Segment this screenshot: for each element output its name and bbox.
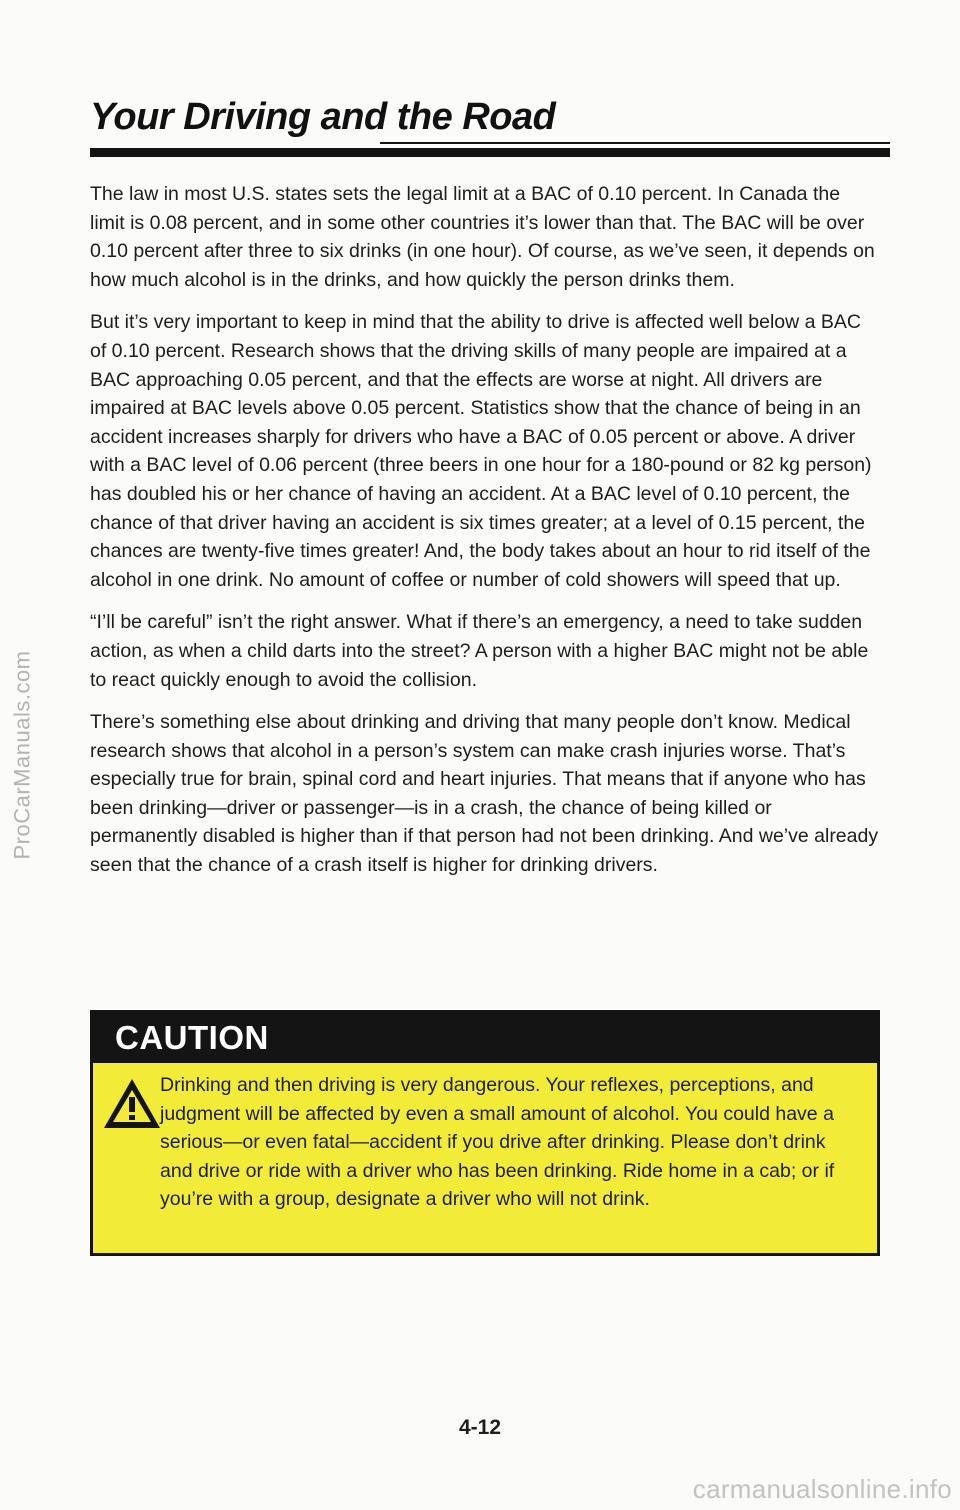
paragraph-crash-injuries: There’s something else about drinking and driving that many people don’t know. Medical research shows that alcohol in a person’s system can make crash injuries worse. That’s especially true for brain, spinal cord and heart injuries. That means that if anyone who has been drinking—driver or passenger—is in a crash, the chance of being killed or permanently disabled is higher than if that person had not been drinking. And we’ve already seen that the chance of a crash itself is higher for drinking drivers. [90, 711, 879, 877]
caution-text: Drinking and then driving is very dangerous. Your reflexes, perceptions, and judgment will be affected by even a small amount of alcohol. You could have a serious—or even fatal—accident if you drive after drinking. Please don’t drink and drive or ride with a driver who has been drinking. Ride home in a cab; or if you’re with a group, designate a driver who will not drink. [160, 1074, 835, 1210]
bottom-watermark: carmanualsonline.info [692, 1474, 952, 1504]
header-rule-thin [380, 142, 890, 144]
caution-box [90, 1010, 880, 1256]
header-rule [90, 148, 890, 157]
body-text [90, 180, 880, 894]
page-number: 4-12 [458, 1416, 502, 1439]
side-watermark-text: ProCarManuals.com [9, 650, 35, 860]
side-watermark [4, 620, 40, 890]
warning-triangle-icon [101, 1075, 163, 1131]
caution-heading: CAUTION [93, 1013, 877, 1063]
paragraph-be-careful: “I’ll be careful” isn’t the right answer. What if there’s an emergency, a need to take sudden action, as when a child darts into the street? A person with a higher BAC might not be able to react quickly enough to avoid the collision. [90, 611, 869, 691]
paragraph-driving-ability: But it’s very important to keep in mind that the ability to drive is affected well below a BAC of 0.10 percent. Research shows that the driving skills of many people are impaired at a BAC approaching 0.05 percent, and that the effects are worse at night. All drivers are impaired at BAC levels above 0.05 percent. Statistics show that the chance of being in an accident increases sharply for drivers who have a BAC of 0.05 percent or above. A driver with a BAC level of 0.06 percent (three beers in one hour for a 180-pound or 82 kg person) has doubled his or her chance of having an accident. At a BAC level of 0.10 percent, the chance of that driver having an accident is six times greater; at a level of 0.15 percent, the chances are twenty-five times greater! And, the body takes about an hour to rid itself of the alcohol in one drink. No amount of coffee or number of cold showers will speed that up. [90, 311, 872, 591]
paragraph-legal-limit: The law in most U.S. states sets the legal limit at a BAC of 0.10 percent. In Canada the limit is 0.08 percent, and in some other countries it’s lower than that. The BAC will be over 0.10 percent after three to six drinks (in one hour). Of course, as we’ve seen, it depends on how much alcohol is in the drinks, and how quickly the person drinks them. [90, 183, 875, 291]
page-title: Your Driving and the Road [90, 96, 556, 138]
